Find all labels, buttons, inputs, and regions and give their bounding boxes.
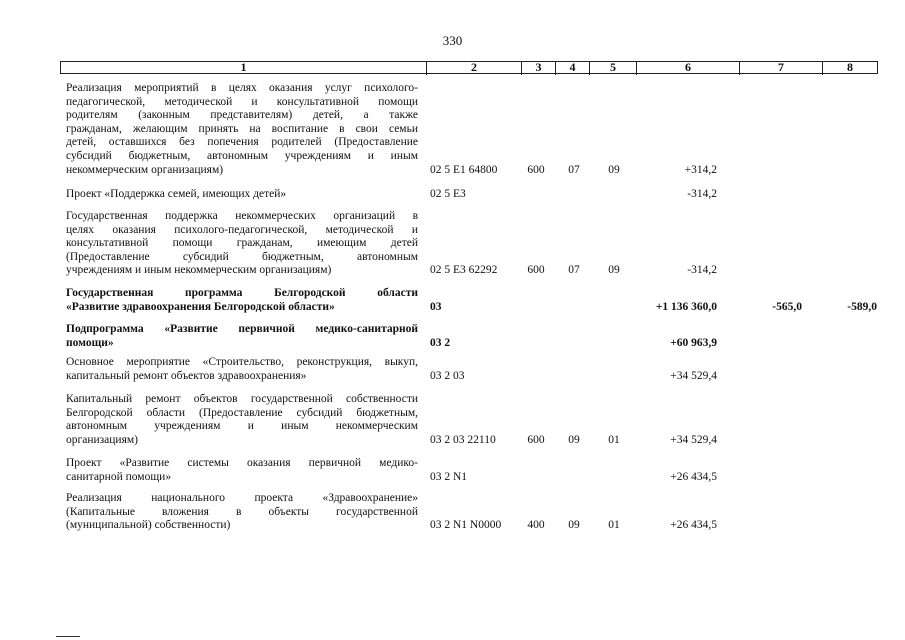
row-name — [66, 393, 418, 447]
row-expense-type: 600 — [527, 433, 545, 446]
row-code: 03 2 03 — [430, 369, 465, 382]
header-col-2: 2 — [471, 60, 477, 74]
row-code: 02 5 E3 62292 — [430, 264, 498, 277]
row-code: 03 2 N1 N0000 — [430, 519, 502, 532]
header-col-1: 1 — [240, 60, 247, 74]
row-name-line: санитарной помощи» — [66, 470, 172, 483]
row-name — [66, 82, 418, 177]
row-subsection: 01 — [608, 433, 620, 446]
row-section: 09 — [568, 519, 580, 532]
row-code: 03 2 N1 — [430, 470, 468, 483]
page-number: 330 — [442, 33, 463, 48]
row-name — [66, 492, 418, 533]
row-name — [66, 210, 418, 278]
row-name-line: субсидий бюджетным, автономным учреждениям и иным — [66, 149, 418, 162]
row-subsection: 09 — [608, 163, 620, 176]
row-section: 09 — [568, 433, 580, 446]
row-name-line: педагогической, методической и консультативной помощи — [66, 95, 418, 108]
row-name-line: Государственная поддержка некоммерческих организаций в — [66, 210, 418, 222]
row-name-line: некоммерческим организациям) — [66, 163, 224, 176]
row-amount-col8: -589,0 — [847, 300, 877, 313]
row-name-line: помощи» — [66, 336, 114, 349]
row-name — [66, 287, 418, 314]
row-name-line: Проект «Развитие системы оказания первичной медико- — [66, 457, 418, 469]
row-name-line: автономным учреждениям и иным некоммерческим — [66, 420, 418, 433]
row-name-line: учреждениям и иным некоммерческим организациям) — [66, 264, 332, 277]
row-expense-type: 600 — [527, 163, 545, 176]
row-amount-col6: -314,2 — [687, 264, 717, 277]
row-amount-col6: +1 136 360,0 — [655, 300, 717, 313]
row-name-line: Проект «Поддержка семей, имеющих детей» — [66, 188, 287, 200]
row-name-line: (Предоставление субсидий бюджетным, автономным — [66, 250, 418, 263]
row-name-line: капитальный ремонт объектов здравоохранения» — [66, 369, 307, 382]
row-name-line: гражданам, желающим принять на воспитание в свои семьи — [66, 122, 418, 135]
row-amount-col6: +314,2 — [684, 163, 717, 176]
row-name-line: Белгородской области (Предоставление субсидий бюджетным, — [66, 406, 418, 419]
row-section: 07 — [568, 264, 580, 277]
header-col-3: 3 — [535, 60, 542, 74]
row-amount-col6: -314,2 — [687, 188, 717, 200]
header-col-4: 4 — [569, 60, 576, 74]
row-name-line: «Развитие здравоохранения Белгородской области» — [66, 300, 335, 313]
row-name — [66, 323, 418, 350]
header-col-5: 5 — [610, 60, 616, 74]
row-name — [66, 457, 418, 484]
row-name-line: Основное мероприятие «Строительство, реконструкция, выкуп, — [66, 356, 418, 368]
row-code: 02 5 E3 — [430, 188, 466, 200]
row-name-line: консультативной помощи гражданам, имеющим детей — [66, 237, 418, 250]
row-amount-col7: -565,0 — [772, 300, 802, 313]
row-section: 07 — [568, 163, 580, 176]
row-name-line: родителям (законным представителям) детей, а также — [66, 109, 418, 122]
row-expense-type: 400 — [527, 519, 545, 532]
row-name-line: Подпрограмма «Развитие первичной медико-санитарной — [66, 323, 418, 335]
row-amount-col6: +26 434,5 — [670, 470, 717, 483]
row-name-line: организациям) — [66, 433, 138, 446]
row-name-line: Реализация национального проекта «Здравоохранение» — [66, 492, 418, 504]
row-expense-type: 600 — [527, 264, 545, 277]
row-code: 03 2 03 22110 — [430, 433, 496, 446]
row-name-line: Государственная программа Белгородской области — [66, 287, 418, 299]
row-name-line: (Капитальные вложения в объекты государственной — [66, 505, 418, 518]
header-col-6: 6 — [685, 60, 691, 74]
row-code: 03 2 — [430, 336, 451, 349]
header-col-8: 8 — [847, 60, 853, 74]
row-name-line: (муниципальной) собственности) — [66, 519, 231, 532]
row-subsection: 09 — [608, 264, 620, 277]
row-amount-col6: +60 963,9 — [670, 336, 717, 349]
row-name-line: Реализация мероприятий в целях оказания услуг психолого- — [66, 82, 418, 94]
row-name-line: детей, оставшихся без попечения родителей (Предоставление — [66, 136, 418, 149]
row-amount-col6: +34 529,4 — [670, 369, 717, 382]
row-code: 03 — [430, 300, 442, 313]
footer-rule — [56, 636, 80, 637]
row-amount-col6: +34 529,4 — [670, 433, 717, 446]
row-subsection: 01 — [608, 519, 620, 532]
row-name-line: Капитальный ремонт объектов государственной собственности — [66, 393, 418, 405]
table-header — [60, 61, 878, 74]
row-name — [66, 188, 418, 202]
row-name-line: целях оказания психолого-педагогической, методической и — [66, 223, 418, 236]
row-name — [66, 356, 418, 383]
row-amount-col6: +26 434,5 — [670, 519, 717, 532]
row-code: 02 5 E1 64800 — [430, 163, 498, 176]
header-col-7: 7 — [778, 60, 784, 74]
